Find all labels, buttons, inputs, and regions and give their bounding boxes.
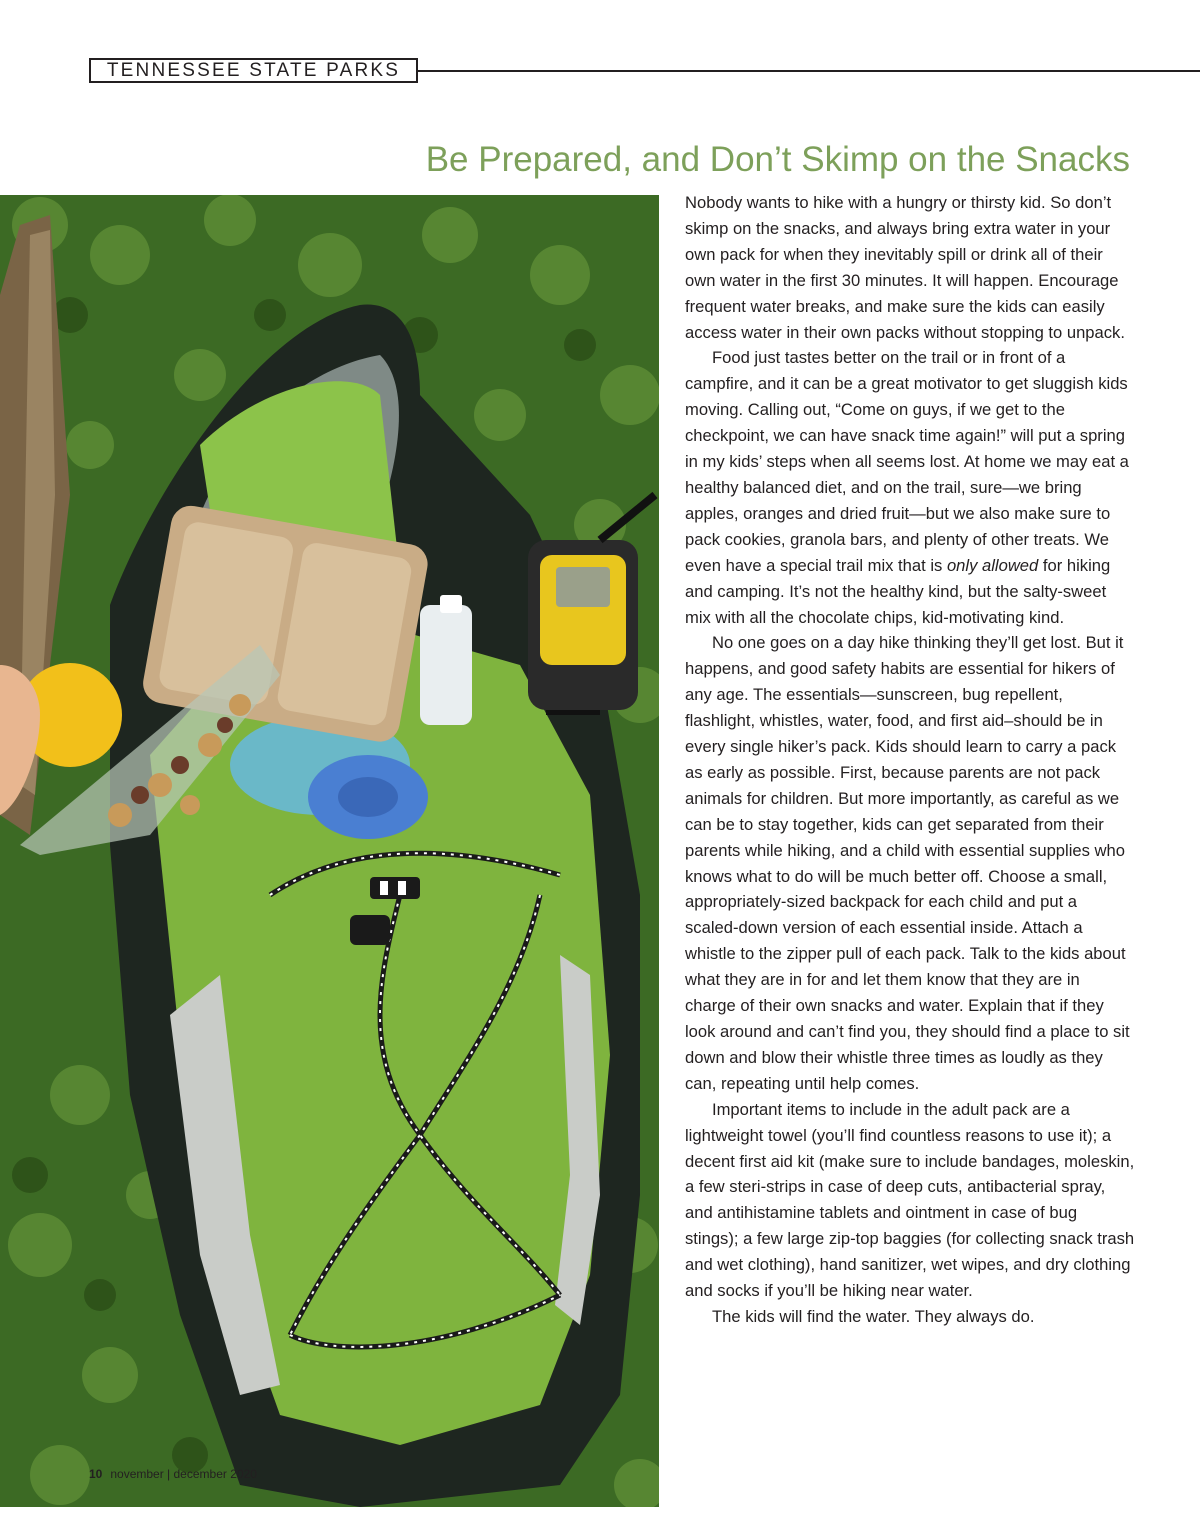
header-rule [418,70,1200,72]
article-paragraph: The kids will find the water. They always do. [712,1306,1035,1326]
paragraph-text: for hiking and camping. It’s not the healthy kind, but the salty-sweet mix with all the chocolate chips, kid-motivating kind. [685,555,1111,627]
issue-date: november | december 2020 [110,1467,257,1481]
page-number: 10 [89,1467,103,1481]
article-paragraph: Important items to include in the adult pack are a lightweight towel (you’ll find countless reasons to use it); a decent first aid kit (make sure to include bandages, moleskin, a few steri-strips in case of deep cuts, antibacterial spray, and antihistamine tablets and ointment in case of bug stings); a few large zip-top baggies (for collecting snack trash and wet clothing), hand sanitizer, wet wipes, and dry clothing and socks if you’ll be hiking near water. [685,1099,1135,1301]
section-label: TENNESSEE STATE PARKS [89,58,418,83]
article-body [685,190,1135,1330]
article-title: Be Prepared, and Don’t Skimp on the Snacks [425,140,1130,179]
article-paragraph [685,345,1135,630]
emphasis-text: only allowed [946,555,1039,575]
paragraph-text: Food just tastes better on the trail or in front of a campfire, and it can be a great motivator to get sluggish kids moving. Calling out, “Come on guys, if we get to the checkpoint, we can have snack time again!” will put a spring in my kids’ steps when all seems lost. At home we may eat a healthy balanced diet, and on the trail, sure—we bring apples, oranges and dried fruit—but we also make sure to pack cookies, granola bars, and plenty of other treats. We even have a special trail mix that is [685,348,1129,575]
article-paragraph: Nobody wants to hike with a hungry or thirsty kid. So don’t skimp on the snacks, and always bring extra water in your own pack for when they inevitably spill or drink all of their own water in the first 30 minutes. It will happen. Encourage frequent water breaks, and make sure the kids can easily access water in their own packs without stopping to unpack. [685,193,1125,342]
article-paragraph: No one goes on a day hike thinking they’ll get lost. But it happens, and good safety habits are essential for hikers of any age. The essentials—sunscreen, bug repellent, flashlight, whistles, water, food, and first aid–should be in every single hiker’s pack. Kids should learn to carry a pack as early as possible. First, because parents are not pack animals for children. But more importantly, as careful as we can be to stay together, kids can get separated from their parents while hiking, and a child with essential supplies who knows what to do will be much better off. Choose a small, appropriately-sized backpack for each child and put a scaled-down version of each essential inside. Attach a whistle to the zipper pull of each pack. Talk to the kids about what they are in for and let them know that they are in charge of their own snacks and water. Explain that if they look around and can’t find you, they should find a place to sit down and blow their whistle three times as loudly as they can, repeating until help comes. [685,633,1130,1093]
article-photo [0,195,659,1507]
page-footer [89,1467,257,1481]
